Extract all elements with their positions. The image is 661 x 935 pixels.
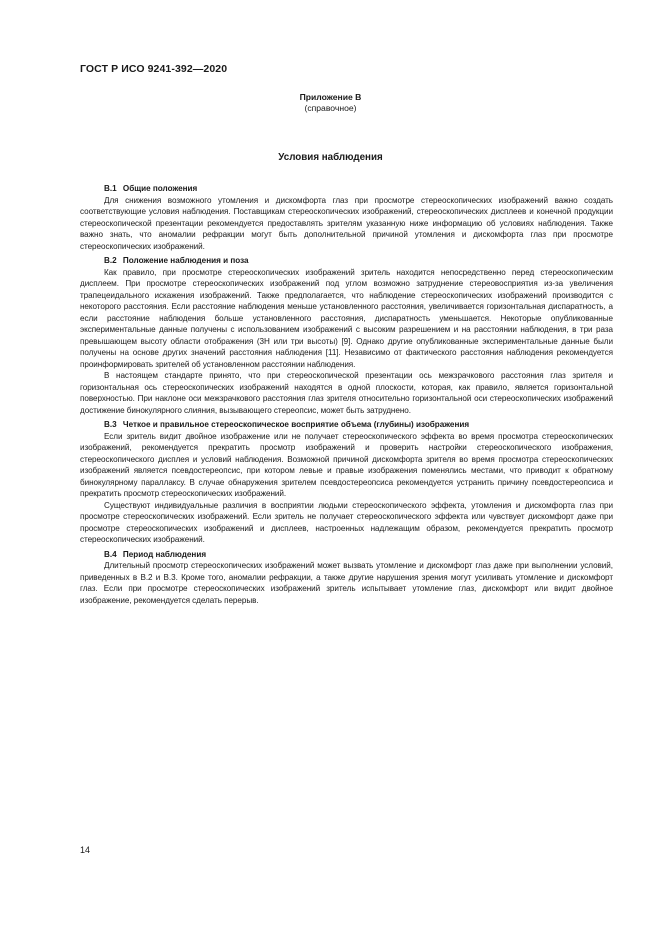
standard-header: ГОСТ Р ИСО 9241-392—2020 [80,63,228,75]
paragraph: В настоящем стандарте принято, что при стереоскопической презентации ось межзрачкового расстояния глаз зрителя и горизонтальная ось стереоскопических изображений находятся в одной плоскости, которая, как правило, является горизонтальной поверхностью. При наклоне оси межзрачкового расстояния глаз зрителя относительно горизонтальной оси стереоскопических изображений достижение бинокулярного слияния, вызывающего стереопсис, может быть затруднено. [80,371,613,415]
section-title: Общие положения [122,184,198,193]
section-b2 [80,255,613,416]
section-heading [80,183,613,195]
section-b3 [80,419,613,546]
section-title: Период наблюдения [122,549,207,559]
section-number: В.3 [104,420,117,429]
section-title: Четкое и правильное стереоскопическое восприятие объема (глубины) изображения [122,420,470,429]
paragraph: Если зритель видит двойное изображение или не получает стереоскопического эффекта во время просмотра стереоскопических изображений, рекомендуется прекратить просмотр изображений и проверить настройки стереоскопического изображения, стереоскопического дисплея и условий наблюдения. Возможной причиной дискомфорта зрителя во время просмотра стереоскопических изображений является псевдостереопсис, при котором левые и правые изображения поменялись местами, что приводит к обратному бинокулярному параллаксу. В случае обнаружения зрителем псевдостереопсиса рекомендуется устранить причину псевдостереопсиса и прекратить просмотр стереоскопических изображений. [80,431,613,498]
paragraph: Как правило, при просмотре стереоскопических изображений зритель находится непосредственно перед стереоскопическим дисплеем. При просмотре стереоскопических изображений под углом возможно затруднение стереовосприятия из-за увеличения трапецеидального искажения изображений. Также предполагается, что наблюдение стереоскопических изображений производится с некоторого расстояния. Если расстояние наблюдения меньше установленного расстояния, увеличивается горизонтальная диспаратность, а если расстояние наблюдения больше установленного расстояния, диспаратность уменьшается. Некоторые опубликованные экспериментальные данные получены с использованием изображений с высоким разрешением и на расстоянии наблюдения, в три раза превышающем высоту области отображения (3Н или три высоты) [9]. Однако другие опубликованные экспериментальные данные были получены на основе других значений расстояния наблюдения [11]. Независимо от фактического расстояния наблюдения рекомендуется проинформировать зрителей об установленном расстоянии наблюдения. [80,267,613,369]
section-heading [80,419,613,431]
section-b1 [80,183,613,252]
page-title: Условия наблюдения [278,152,383,163]
section-number: В.4 [104,549,117,559]
appendix-heading [0,92,661,114]
appendix-title: Приложение В [299,92,362,102]
paragraph: Существуют индивидуальные различия в восприятии людьми стереоскопического эффекта, утомления и дискомфорта глаз при просмотре стереоскопических изображений. Если зритель не получает стереоскопического эффекта или чувствует дискомфорт даже при просмотре стереоскопических изображений и дисплеев, настроенных надлежащим образом, рекомендуется прекратить просмотр стереоскопических изображений. [80,500,613,544]
appendix-subtitle: (справочное) [304,103,357,113]
section-title: Положение наблюдения и поза [122,256,249,265]
section-heading [80,255,613,267]
document-body [80,183,613,606]
section-number: В.1 [104,184,117,193]
section-number: В.2 [104,256,117,265]
section-heading [80,549,613,561]
section-b4 [80,549,613,607]
paragraph: Для снижения возможного утомления и дискомфорта глаз при просмотре стереоскопических изображений важно создать соответствующие условия наблюдения. Поставщикам стереоскопических изображений, стереоскопических дисплеев и конечной продукции стереоскопической презентации рекомендуется предоставлять зрителям указанную ниже информацию об условиях наблюдения. Также важно знать, что аномалии рефракции могут быть дополнительной причиной утомления и дискомфорта глаз при просмотре стереоскопических изображений. [80,195,613,251]
page-number: 14 [80,845,91,855]
paragraph: Длительный просмотр стереоскопических изображений может вызвать утомление и дискомфорт глаз даже при выполнении условий, приведенных в В.2 и В.3. Кроме того, аномалии рефракции, а также другие нарушения зрения могут усиливать утомление и дискомфорт глаз. Если при просмотре стереоскопических изображений зритель испытывает утомление глаз, дискомфорт или видит двойное изображение, рекомендуется сделать перерыв. [80,561,613,605]
